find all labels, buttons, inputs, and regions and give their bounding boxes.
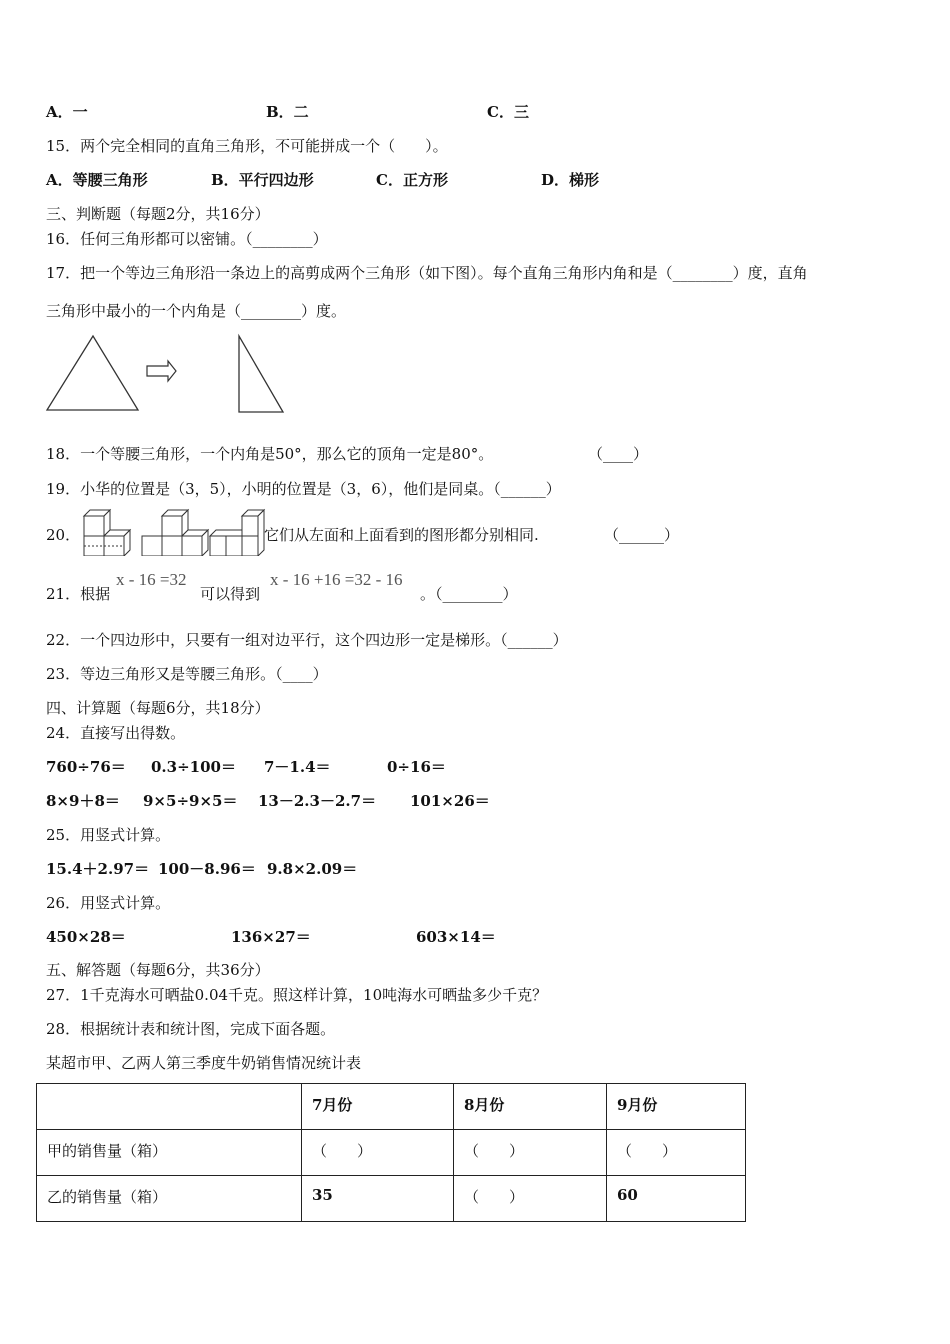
- q16-question: 16．任何三角形都可以密铺。（________）: [46, 230, 328, 248]
- table-cell-blank[interactable]: （ ）: [302, 1130, 454, 1176]
- table-cell: 35: [302, 1176, 454, 1222]
- cube-figure-1: [84, 510, 130, 556]
- q25-item: 15.4＋2.97＝: [46, 860, 150, 878]
- q26-item: 603×14＝: [416, 928, 496, 946]
- q25-title: 25．用竖式计算。: [46, 826, 171, 844]
- q20-cube-figures: [78, 508, 266, 556]
- q21-answer-blank[interactable]: 。（________）: [420, 585, 518, 603]
- q15-option-c: C．正方形: [376, 171, 448, 189]
- q24-item: 0.3÷100＝: [151, 758, 236, 776]
- q14-option-a: A．一: [46, 103, 88, 121]
- q20-number: 20．: [46, 526, 81, 544]
- table-header-cell: 7月份: [302, 1084, 454, 1130]
- q24-item: 7－1.4＝: [264, 758, 331, 776]
- section-5-heading: 五、解答题（每题6分，共36分）: [46, 961, 270, 979]
- table-header-cell: [37, 1084, 302, 1130]
- q26-item: 136×27＝: [231, 928, 311, 946]
- q15-option-d: D．梯形: [541, 171, 600, 189]
- q20-answer-blank[interactable]: （______）: [604, 526, 680, 544]
- section-3-heading: 三、判断题（每题2分，共16分）: [46, 205, 270, 223]
- q15-question: 15．两个完全相同的直角三角形，不可能拼成一个（ ）。: [46, 137, 448, 155]
- table-cell: 乙的销售量（箱）: [37, 1176, 302, 1222]
- table-cell-blank[interactable]: （ ）: [454, 1130, 607, 1176]
- q17-triangle-figure: [40, 330, 300, 420]
- right-triangle: [239, 336, 283, 412]
- equilateral-triangle: [47, 336, 138, 410]
- q24-item: 101×26＝: [410, 792, 490, 810]
- q14-option-b: B．二: [266, 103, 309, 121]
- q27-question: 27．1千克海水可晒盐0.04千克。照这样计算，10吨海水可晒盐多少千克？: [46, 986, 548, 1004]
- q24-item: 0÷16＝: [387, 758, 446, 776]
- q28-question: 28．根据统计表和统计图，完成下面各题。: [46, 1020, 336, 1038]
- q18-question: 18．一个等腰三角形，一个内角是50°，那么它的顶角一定是80°。: [46, 445, 494, 463]
- q24-item: 9×5÷9×5＝: [143, 792, 238, 810]
- table-row: [37, 1176, 746, 1222]
- q21-middle-text: 可以得到: [200, 585, 261, 603]
- table-cell-blank[interactable]: （ ）: [454, 1176, 607, 1222]
- q25-item: 100－8.96＝: [158, 860, 256, 878]
- q26-item: 450×28＝: [46, 928, 126, 946]
- sales-table: [36, 1083, 746, 1222]
- table-cell: 甲的销售量（箱）: [37, 1130, 302, 1176]
- table-cell-blank[interactable]: （ ）: [607, 1130, 746, 1176]
- q15-option-b: B．平行四边形: [211, 171, 314, 189]
- right-arrow-icon: [147, 361, 176, 381]
- table-caption: 某超市甲、乙两人第三季度牛奶销售情况统计表: [46, 1054, 362, 1072]
- q15-option-a: A．等腰三角形: [46, 171, 148, 189]
- table-header-row: [37, 1084, 746, 1130]
- q17-question-line2: 三角形中最小的一个内角是（________）度。: [46, 302, 347, 320]
- table-row: [37, 1130, 746, 1176]
- q25-item: 9.8×2.09＝: [267, 860, 358, 878]
- q24-title: 24．直接写出得数。: [46, 724, 186, 742]
- q17-question-line1: 17．把一个等边三角形沿一条边上的高剪成两个三角形（如下图）。每个直角三角形内角和是（________）度，直角: [46, 264, 808, 282]
- q20-question: 它们从左面和上面看到的图形都分别相同.: [264, 526, 539, 544]
- q24-item: 8×9＋8＝: [46, 792, 120, 810]
- q26-title: 26．用竖式计算。: [46, 894, 171, 912]
- q24-item: 13－2.3－2.7＝: [258, 792, 377, 810]
- q21-equation-1: x - 16 =32: [116, 570, 187, 589]
- table-header-cell: 8月份: [454, 1084, 607, 1130]
- table-cell: 60: [607, 1176, 746, 1222]
- q19-question: 19．小华的位置是（3，5），小明的位置是（3，6），他们是同桌。（______）: [46, 480, 561, 498]
- q22-question: 22．一个四边形中，只要有一组对边平行，这个四边形一定是梯形。（______）: [46, 631, 568, 649]
- q23-question: 23．等边三角形又是等腰三角形。（____）: [46, 665, 328, 683]
- cube-figure-3: [210, 510, 264, 556]
- cube-figure-2: [142, 510, 208, 556]
- section-4-heading: 四、计算题（每题6分，共18分）: [46, 699, 270, 717]
- q14-option-c: C．三: [487, 103, 529, 121]
- q18-answer-blank[interactable]: （____）: [588, 445, 649, 463]
- q24-item: 760÷76＝: [46, 758, 126, 776]
- q21-equation-2: x - 16 +16 =32 - 16: [270, 570, 403, 589]
- table-header-cell: 9月份: [607, 1084, 746, 1130]
- q21-prefix: 21．根据: [46, 585, 111, 603]
